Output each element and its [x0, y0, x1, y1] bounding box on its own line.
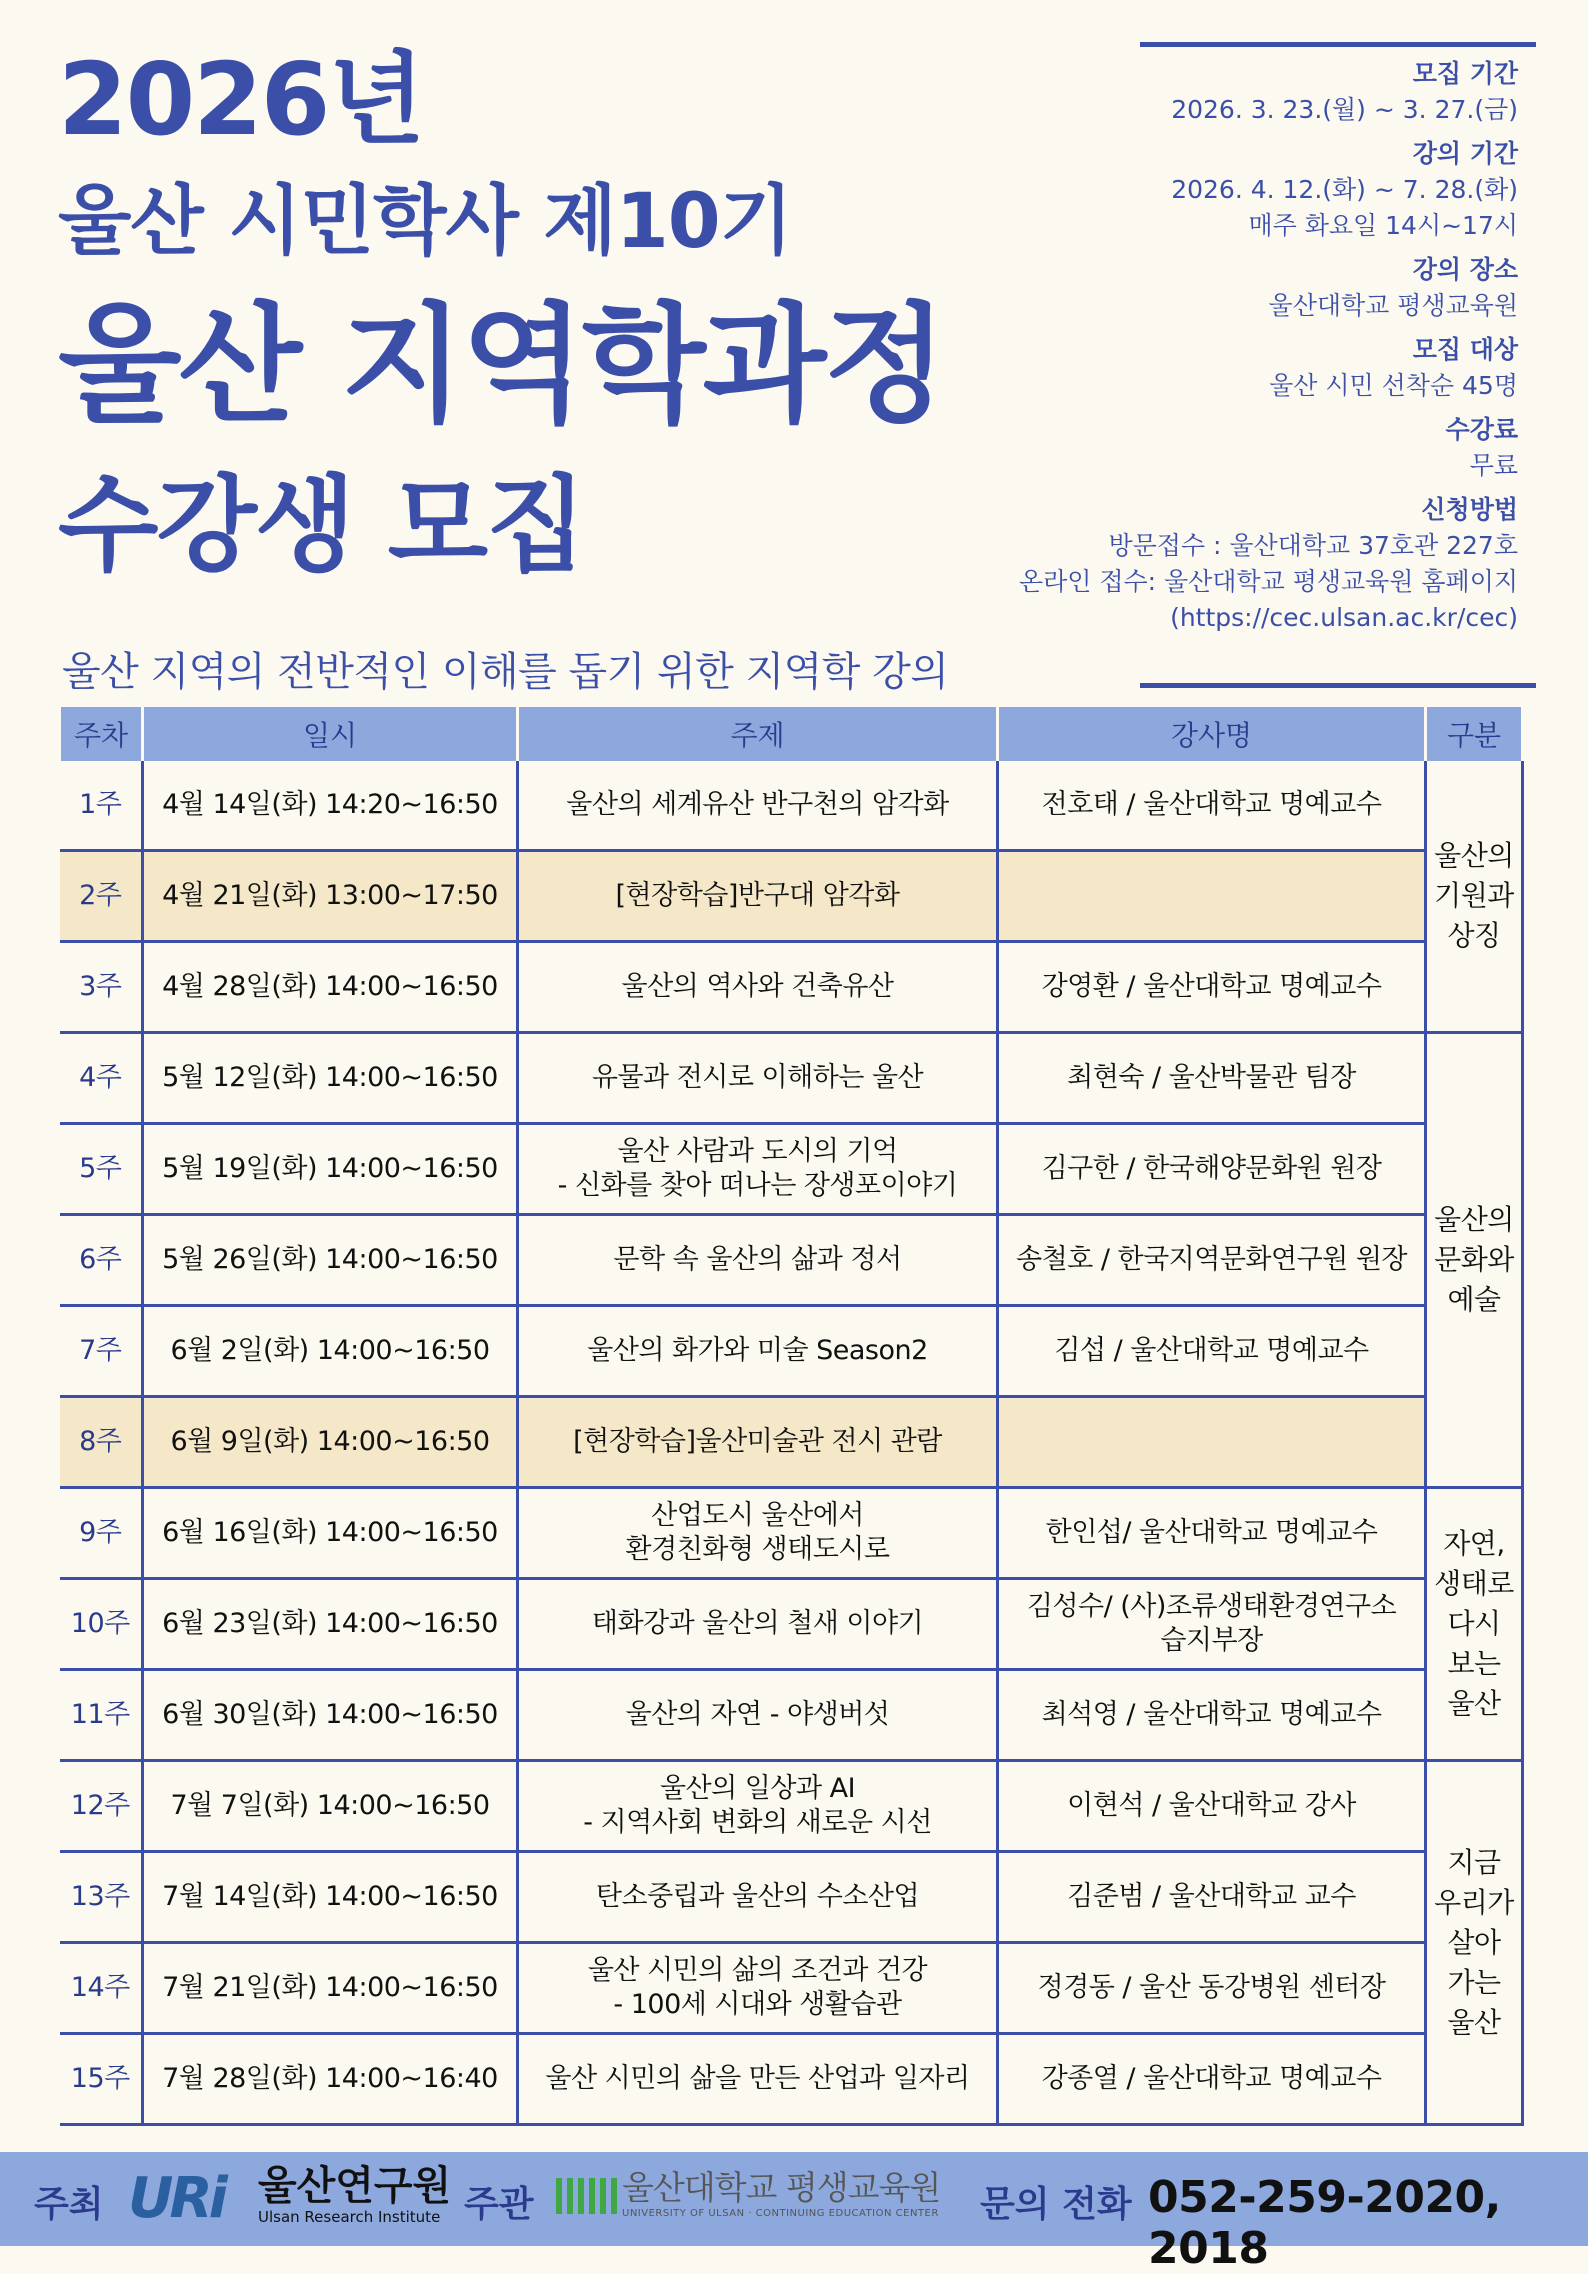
- table-row: [60, 1397, 1523, 1488]
- cell-topic: 울산 시민의 삶의 조건과 건강 - 100세 시대와 생활습관: [518, 1943, 998, 2034]
- info-heading: 강의 기간: [1412, 139, 1518, 168]
- cell-week: 1주: [60, 761, 143, 851]
- cell-topic: 울산의 자연 - 야생버섯: [518, 1670, 998, 1761]
- cell-week: 12주: [60, 1761, 143, 1852]
- table-row: [60, 761, 1523, 851]
- cell-lecturer: 정경동 / 울산 동강병원 센터장: [998, 1943, 1426, 2034]
- cell-week: 10주: [60, 1579, 143, 1670]
- cell-lecturer: 전호태 / 울산대학교 명예교수: [998, 761, 1426, 851]
- table-header-row: [60, 707, 1523, 761]
- cell-category: 자연, 생태로 다시 보는 울산: [1426, 1488, 1523, 1761]
- info-divider-bottom: [1140, 683, 1536, 688]
- cell-week: 5주: [60, 1124, 143, 1215]
- host-institute: [258, 2164, 451, 2226]
- info-heading: 수강료: [1445, 415, 1518, 444]
- cell-date: 7월 28일(화) 14:00~16:40: [143, 2034, 518, 2125]
- table-row: [60, 1852, 1523, 1943]
- info-value: 2026. 3. 23.(월) ~ 3. 27.(금): [1171, 95, 1518, 124]
- cell-topic: 울산 사람과 도시의 기억 - 신화를 찾아 떠나는 장생포이야기: [518, 1124, 998, 1215]
- organizer-name-en: UNIVERSITY OF ULSAN · CONTINUING EDUCATION CENTER: [622, 2208, 939, 2219]
- info-section: [1018, 56, 1518, 128]
- info-heading: 모집 기간: [1412, 59, 1518, 88]
- cell-date: 6월 2일(화) 14:00~16:50: [143, 1306, 518, 1397]
- cell-lecturer: 강영환 / 울산대학교 명예교수: [998, 942, 1426, 1033]
- title-recruit: 수강생 모집: [58, 464, 585, 586]
- cell-date: 5월 12일(화) 14:00~16:50: [143, 1033, 518, 1124]
- info-value: (https://cec.ulsan.ac.kr/cec): [1170, 603, 1518, 632]
- cell-lecturer: [998, 1397, 1426, 1488]
- cell-date: 7월 14일(화) 14:00~16:50: [143, 1852, 518, 1943]
- cell-date: 4월 28일(화) 14:00~16:50: [143, 942, 518, 1033]
- table-row: [60, 2034, 1523, 2125]
- cell-date: 6월 16일(화) 14:00~16:50: [143, 1488, 518, 1579]
- cell-topic: 유물과 전시로 이해하는 울산: [518, 1033, 998, 1124]
- cell-date: 7월 7일(화) 14:00~16:50: [143, 1761, 518, 1852]
- cell-lecturer: 송철호 / 한국지역문화연구원 원장: [998, 1215, 1426, 1306]
- table-row: [60, 1761, 1523, 1852]
- cell-week: 15주: [60, 2034, 143, 2125]
- cell-lecturer: 한인섭/ 울산대학교 명예교수: [998, 1488, 1426, 1579]
- cell-date: 6월 23일(화) 14:00~16:50: [143, 1579, 518, 1670]
- organizer-label: 주관: [464, 2184, 534, 2225]
- table-row: [60, 1124, 1523, 1215]
- cell-topic: 울산의 화가와 미술 Season2: [518, 1306, 998, 1397]
- cell-date: 5월 19일(화) 14:00~16:50: [143, 1124, 518, 1215]
- cell-lecturer: 최석영 / 울산대학교 명예교수: [998, 1670, 1426, 1761]
- header-lecturer: 강사명: [998, 707, 1426, 761]
- cell-category: 지금 우리가 살아 가는 울산: [1426, 1761, 1523, 2125]
- table-row: [60, 942, 1523, 1033]
- cell-lecturer: 김섭 / 울산대학교 명예교수: [998, 1306, 1426, 1397]
- host-name: 울산연구원: [258, 2163, 452, 2209]
- cell-week: 8주: [60, 1397, 143, 1488]
- cell-category: 울산의 기원과 상징: [1426, 761, 1523, 1033]
- cell-week: 7주: [60, 1306, 143, 1397]
- cell-topic: 산업도시 울산에서 환경친화형 생태도시로: [518, 1488, 998, 1579]
- title-main: 울산 지역학과정: [58, 291, 945, 440]
- phone-label: 문의 전화: [980, 2184, 1132, 2225]
- cell-date: 4월 14일(화) 14:20~16:50: [143, 761, 518, 851]
- cell-week: 2주: [60, 851, 143, 942]
- info-value: 방문접수 : 울산대학교 37호관 227호: [1108, 531, 1518, 560]
- cell-lecturer: 김준범 / 울산대학교 교수: [998, 1852, 1426, 1943]
- info-value: 울산대학교 평생교육원: [1268, 291, 1518, 320]
- cell-category: 울산의 문화와 예술: [1426, 1033, 1523, 1488]
- host-name-en: Ulsan Research Institute: [258, 2208, 441, 2226]
- title-subtitle: 울산 시민학사 제10기: [58, 176, 793, 265]
- info-value: 울산 시민 선착순 45명: [1269, 371, 1518, 400]
- cell-date: 4월 21일(화) 13:00~17:50: [143, 851, 518, 942]
- ulsan-univ-logo-icon: [556, 2178, 617, 2214]
- info-panel: [1018, 42, 1518, 644]
- table-row: [60, 851, 1523, 942]
- title-block: [58, 40, 1068, 600]
- schedule-table: [58, 707, 1524, 2126]
- cell-topic: 문학 속 울산의 삶과 정서: [518, 1215, 998, 1306]
- cell-week: 14주: [60, 1943, 143, 2034]
- cell-lecturer: 최현숙 / 울산박물관 팀장: [998, 1033, 1426, 1124]
- info-section: [1018, 252, 1518, 324]
- table-row: [60, 1579, 1523, 1670]
- cell-topic: 울산의 세계유산 반구천의 암각화: [518, 761, 998, 851]
- title-year: 2026년: [58, 41, 423, 158]
- header-category: 구분: [1426, 707, 1523, 761]
- cell-week: 3주: [60, 942, 143, 1033]
- cell-topic: [현장학습]반구대 암각화: [518, 851, 998, 942]
- info-heading: 모집 대상: [1412, 335, 1518, 364]
- cell-topic: 울산의 역사와 건축유산: [518, 942, 998, 1033]
- cell-week: 4주: [60, 1033, 143, 1124]
- host-label: 주최: [34, 2184, 104, 2225]
- cell-week: 11주: [60, 1670, 143, 1761]
- table-row: [60, 1488, 1523, 1579]
- cell-topic: [현장학습]울산미술관 전시 관람: [518, 1397, 998, 1488]
- cell-lecturer: 김성수/ (사)조류생태환경연구소 습지부장: [998, 1579, 1426, 1670]
- info-value: 온라인 접수: 울산대학교 평생교육원 홈페이지: [1018, 567, 1518, 596]
- info-value: 무료: [1469, 451, 1518, 480]
- cell-date: 5월 26일(화) 14:00~16:50: [143, 1215, 518, 1306]
- cell-lecturer: 강종열 / 울산대학교 명예교수: [998, 2034, 1426, 2125]
- header-topic: 주제: [518, 707, 998, 761]
- organizer-name: 울산대학교 평생교육원: [622, 2168, 941, 2207]
- cell-date: 6월 9일(화) 14:00~16:50: [143, 1397, 518, 1488]
- cell-topic: 울산 시민의 삶을 만든 산업과 일자리: [518, 2034, 998, 2125]
- cell-lecturer: 이현석 / 울산대학교 강사: [998, 1761, 1426, 1852]
- uri-logo-text: URi: [128, 2166, 224, 2231]
- table-row: [60, 1943, 1523, 2034]
- cell-topic: 태화강과 울산의 철새 이야기: [518, 1579, 998, 1670]
- table-row: [60, 1306, 1523, 1397]
- info-heading: 신청방법: [1421, 495, 1518, 524]
- table-row: [60, 1033, 1523, 1124]
- info-value: 매주 화요일 14시~17시: [1248, 211, 1518, 240]
- info-section: [1018, 412, 1518, 484]
- info-section: [1018, 492, 1518, 636]
- phone-number: 052-259-2020, 2018: [1148, 2172, 1501, 2274]
- header-week: 주차: [60, 707, 143, 761]
- info-heading: 강의 장소: [1412, 255, 1518, 284]
- table-row: [60, 1670, 1523, 1761]
- organizer: [622, 2168, 940, 2220]
- cell-week: 9주: [60, 1488, 143, 1579]
- cell-week: 13주: [60, 1852, 143, 1943]
- cell-topic: 울산의 일상과 AI - 지역사회 변화의 새로운 시선: [518, 1761, 998, 1852]
- table-row: [60, 1215, 1523, 1306]
- cell-topic: 탄소중립과 울산의 수소산업: [518, 1852, 998, 1943]
- cell-lecturer: [998, 851, 1426, 942]
- cell-lecturer: 김구한 / 한국해양문화원 원장: [998, 1124, 1426, 1215]
- header-date: 일시: [143, 707, 518, 761]
- cell-date: 6월 30일(화) 14:00~16:50: [143, 1670, 518, 1761]
- info-section: [1018, 332, 1518, 404]
- footer: [0, 2152, 1588, 2274]
- uri-logo: [128, 2166, 224, 2231]
- title-tagline: 울산 지역의 전반적인 이해를 돕기 위한 지역학 강의: [62, 649, 949, 695]
- info-value: 2026. 4. 12.(화) ~ 7. 28.(화): [1171, 175, 1518, 204]
- cell-week: 6주: [60, 1215, 143, 1306]
- cell-date: 7월 21일(화) 14:00~16:50: [143, 1943, 518, 2034]
- info-section: [1018, 136, 1518, 244]
